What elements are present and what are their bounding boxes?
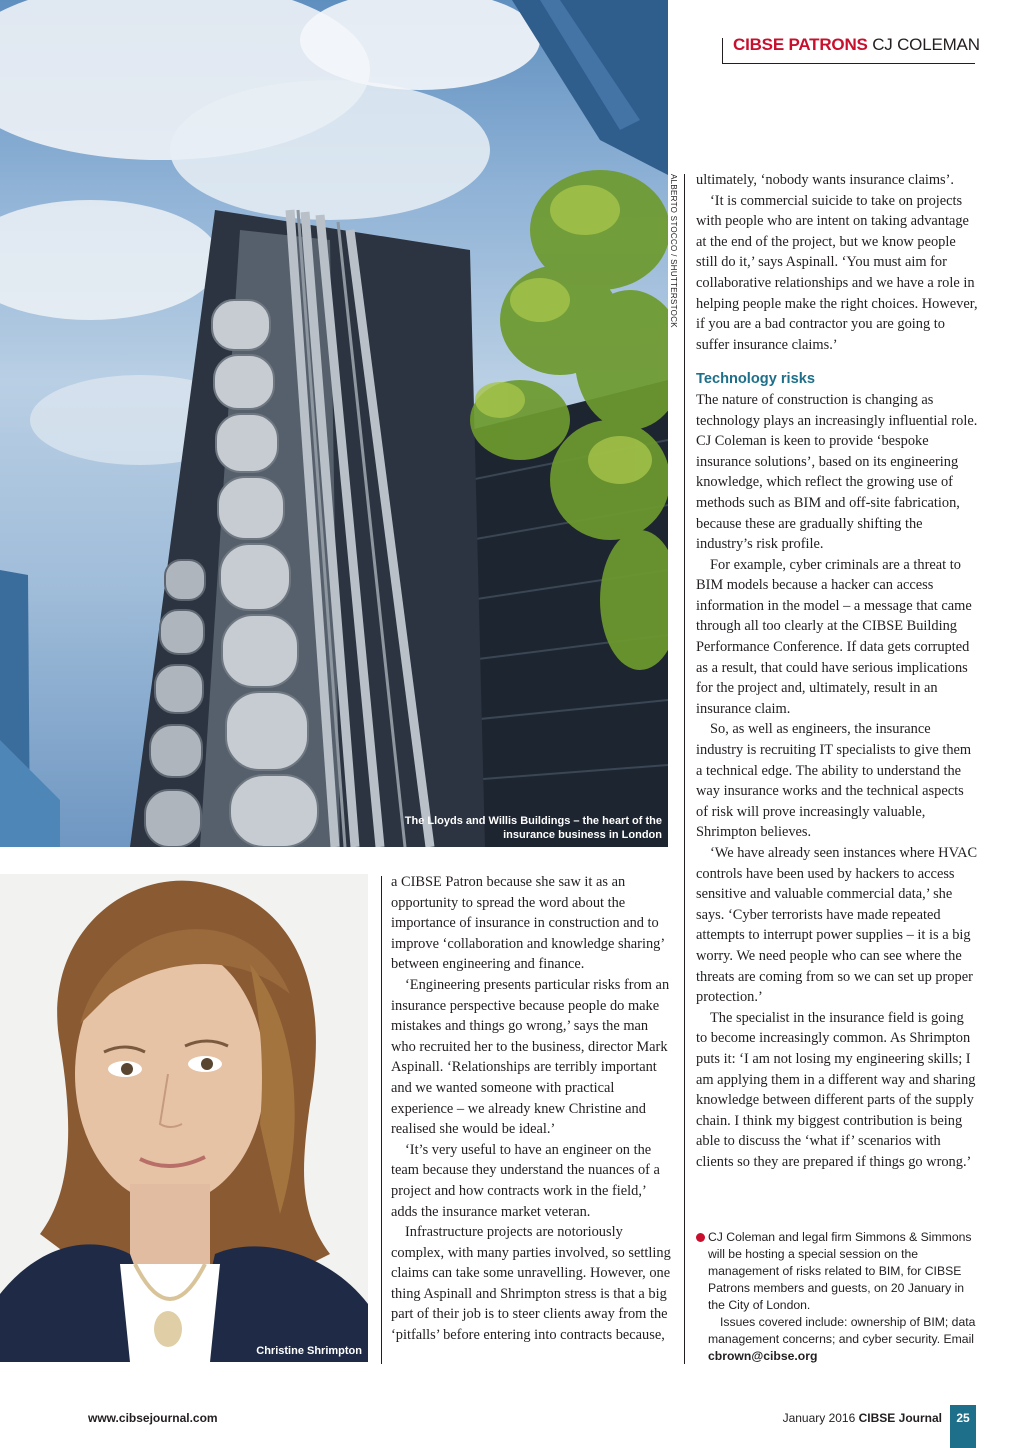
running-header [733, 35, 980, 55]
body-paragraph: ‘It is commercial suicide to take on projects with people who are intent on taking advantage at the end of the project, but we know people still do it,’ says Aspinall. ‘You must aim for collaborative relationships and we have a role in helping people make the right choices. However, if you are a bad contractor you are going to suffer insurance claims.’ [696, 192, 978, 353]
header-rule-vertical [722, 38, 723, 64]
photo-credit: ALBERTO STOCCO / SHUTTERSTOCK [669, 174, 678, 328]
body-paragraph: So, as well as engineers, the insurance industry is recruiting IT specialists to give them a technical edge. The ability to understand the way insurance works and the technical aspects of risk will prove increasingly valuable, Shrimpton believes. [696, 721, 972, 841]
header-rule-horizontal [722, 63, 975, 64]
column-rule-right [684, 174, 685, 1364]
body-paragraph: The nature of construction is changing as technology plays an increasingly influential role. CJ Coleman is keen to provide ‘bespoke insurance solutions’, based on its engineering knowledge, which reflect the growing use of methods such as BIM and off-site fabrication, because these are gradually shifting the industry’s risk profile. [696, 391, 978, 553]
portrait-caption: Christine Shrimpton [256, 1345, 362, 1357]
body-paragraph: For example, cyber criminals are a threat to BIM models because a hacker can access information in the model – a message that came through all too clearly at the CIBSE Building Performance Conference. If data gets corrupted as a result, that could have serious implications for the project and, ultimately, result in an insurance claim. [696, 556, 972, 717]
footer-journal: CIBSE Journal [858, 1411, 942, 1425]
event-note [696, 1229, 980, 1365]
body-paragraph: a CIBSE Patron because she saw it as an opportunity to spread the word about the importance of insurance in construction and to improve ‘collaboration and knowledge sharing’ between engineering and finance. [391, 874, 665, 973]
email-link[interactable]: cbrown@cibse.org [708, 1349, 818, 1363]
footer-date: January 2016 [782, 1411, 856, 1425]
footer-issue [752, 1411, 942, 1425]
header-company: CJ COLEMAN [872, 35, 980, 54]
note-issues: Issues covered include: ownership of BIM; data management concerns; and cyber security. Email [708, 1315, 976, 1346]
bullet-dot-icon [696, 1233, 705, 1242]
body-paragraph: ‘It’s very useful to have an engineer on the team because they understand the nuances of a project and how contracts work in the field,’ adds the insurance market veteran. [391, 1141, 660, 1220]
section-subhead: Technology risks [696, 371, 815, 388]
body-paragraph: ultimately, ‘nobody wants insurance claims’. [696, 172, 955, 188]
article-column-right [696, 170, 978, 1173]
header-section: CIBSE PATRONS [733, 35, 868, 54]
body-paragraph: ‘We have already seen instances where HVAC controls have been used by hackers to access sensitive and valuable commercial data,’ she says. ‘Cyber terrorists have made repeated attempts to interrupt power supplies – it is a big worry. We need people who can see where the threats are coming from so we can set up proper protection.’ [696, 845, 978, 1006]
body-paragraph: The specialist in the insurance field is going to become increasingly common. As Shrimpton puts it: ‘I am not losing my engineering skills; I am applying them in a different way and sharing knowledge between different parts of the supply chain. I think my biggest contribution is being able to discuss the ‘what if’ scenarios with clients so they are prepared if things go wrong.’ [696, 1009, 976, 1170]
column-rule-mid [381, 876, 382, 1364]
body-paragraph: ‘Engineering presents particular risks from an insurance perspective because people do make mistakes and things go wrong,’ says the man who recruited her to the business, director Mark Aspinall. ‘Relationships are terribly important and we wanted someone with practical experience – we already knew Christine and realised she would be ideal.’ [391, 976, 670, 1138]
portrait-photo [0, 874, 368, 1362]
lloyds-building-photo [0, 0, 668, 847]
building-photo-caption: The Lloyds and Willis Buildings – the heart of the insurance business in London [404, 815, 662, 841]
page-number: 25 [956, 1411, 970, 1425]
body-paragraph: Infrastructure projects are notoriously complex, with many parties involved, so settling claims can take some unravelling. However, one thing Aspinall and Shrimpton stress is that a big part of their job is to steer clients away from the ‘pitfalls’ before entering into contracts because, [391, 1224, 671, 1344]
note-text: CJ Coleman and legal firm Simmons & Simmons will be hosting a special session on the management of risks related to BIM, for CIBSE Patrons members and guests, on 20 January in the City of London. [708, 1230, 972, 1312]
footer-website[interactable]: www.cibsejournal.com [88, 1411, 218, 1425]
note-text-continued [696, 1314, 980, 1365]
article-column-mid [391, 872, 671, 1346]
